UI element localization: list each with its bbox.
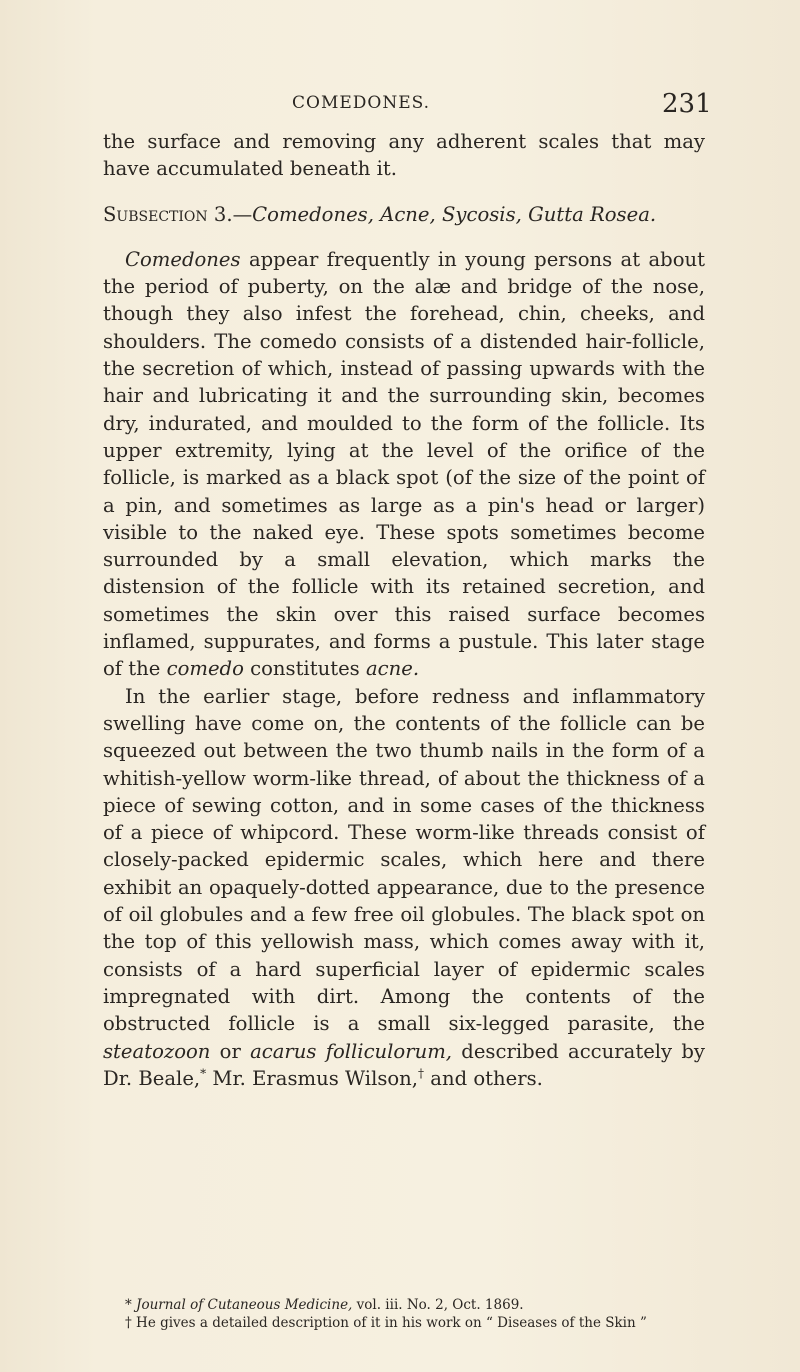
paragraph-text: In the earlier stage, before redness and inflammatory swelling have come on, the contents of the follicle can be squeezed out between the two thumb nails in the form of a whitish-yellow worm-like thread, of about the thickness of a piece of sewing cotton, and in some cases of the thickness of a piece of whipcord. These worm-like threads consist of closely-packed epidermic scales, which here and there exhibit an opaquely-dotted appearance, due to the presence of oil globules and a few free oil globules. The black spot on the top of this yellowish mass, which comes away with it, consists of a hard superficial layer of epidermic scales impregnated with dirt. Among the contents of the obstructed follicle is a small six-legged parasite, the (103, 684, 705, 1036)
paragraph-continuation: the surface and removing any adherent scales that may have accumulated beneath it. (103, 130, 705, 181)
paragraph-earlier-stage (103, 683, 705, 1092)
running-title: COMEDONES. (292, 93, 431, 113)
subsection-heading (103, 201, 705, 228)
term-comedo: comedo (166, 657, 244, 681)
footnote-text: He gives a detailed description of it in his work on “ Diseases of the Skin ” (136, 1315, 647, 1331)
subsection-label: Subsection 3. (103, 202, 233, 226)
subsection-dash: — (232, 202, 253, 226)
term-acarus: acarus folliculorum, (250, 1039, 453, 1063)
paragraph-text: Mr. Erasmus Wilson, (206, 1066, 419, 1090)
paragraph-text: described accurately by Dr. Beale, (103, 1039, 705, 1090)
paragraph-text: and others. (424, 1066, 543, 1090)
main-text (103, 128, 705, 1092)
footnote-1 (103, 1296, 705, 1314)
paragraph-text: constitutes (243, 657, 366, 681)
paragraph-comedones (103, 246, 705, 683)
footnote-mark: † (125, 1315, 137, 1331)
footnote-ref-2: † (418, 1066, 425, 1081)
term-comedones: Comedones (125, 247, 241, 271)
subsection-title: Comedones, Acne, Sycosis, Gutta Rosea. (252, 202, 657, 226)
footnote-text: vol. iii. No. 2, Oct. 1869. (352, 1297, 524, 1313)
footnote-ref-1: * (200, 1066, 207, 1081)
running-header (0, 89, 800, 123)
footnote-mark: * (125, 1297, 137, 1313)
paragraph-text: appear frequently in young persons at about the period of puberty, on the alæ and bridge of the nose, though they also infest the forehead, chin, cheeks, and shoulders. The comedo consists of a distended hair-follicle, the secretion of which, instead of passing upwards with the hair and lubricating it and the surrounding skin, becomes dry, indurated, and moulded to the form of the follicle. Its upper extremity, lying at the level of the orifice of the follicle, is marked as a black spot (of the size of the point of a pin, and sometimes as large as a pin's head or larger) visible to the naked eye. These spots sometimes become surrounded by a small elevation, which marks the distension of the follicle with its retained secretion, and sometimes the skin over this raised surface becomes inflamed, suppurates, and forms a pustule. This later stage of the (103, 247, 705, 681)
footnote-2 (103, 1314, 705, 1332)
term-steatozoon: steatozoon (103, 1039, 211, 1063)
paragraph-text: or (210, 1039, 251, 1063)
footnote-source: Journal of Cutaneous Medicine, (136, 1297, 353, 1313)
term-acne: acne. (365, 657, 420, 681)
page-number: 231 (662, 89, 712, 119)
footnotes (103, 1296, 705, 1332)
